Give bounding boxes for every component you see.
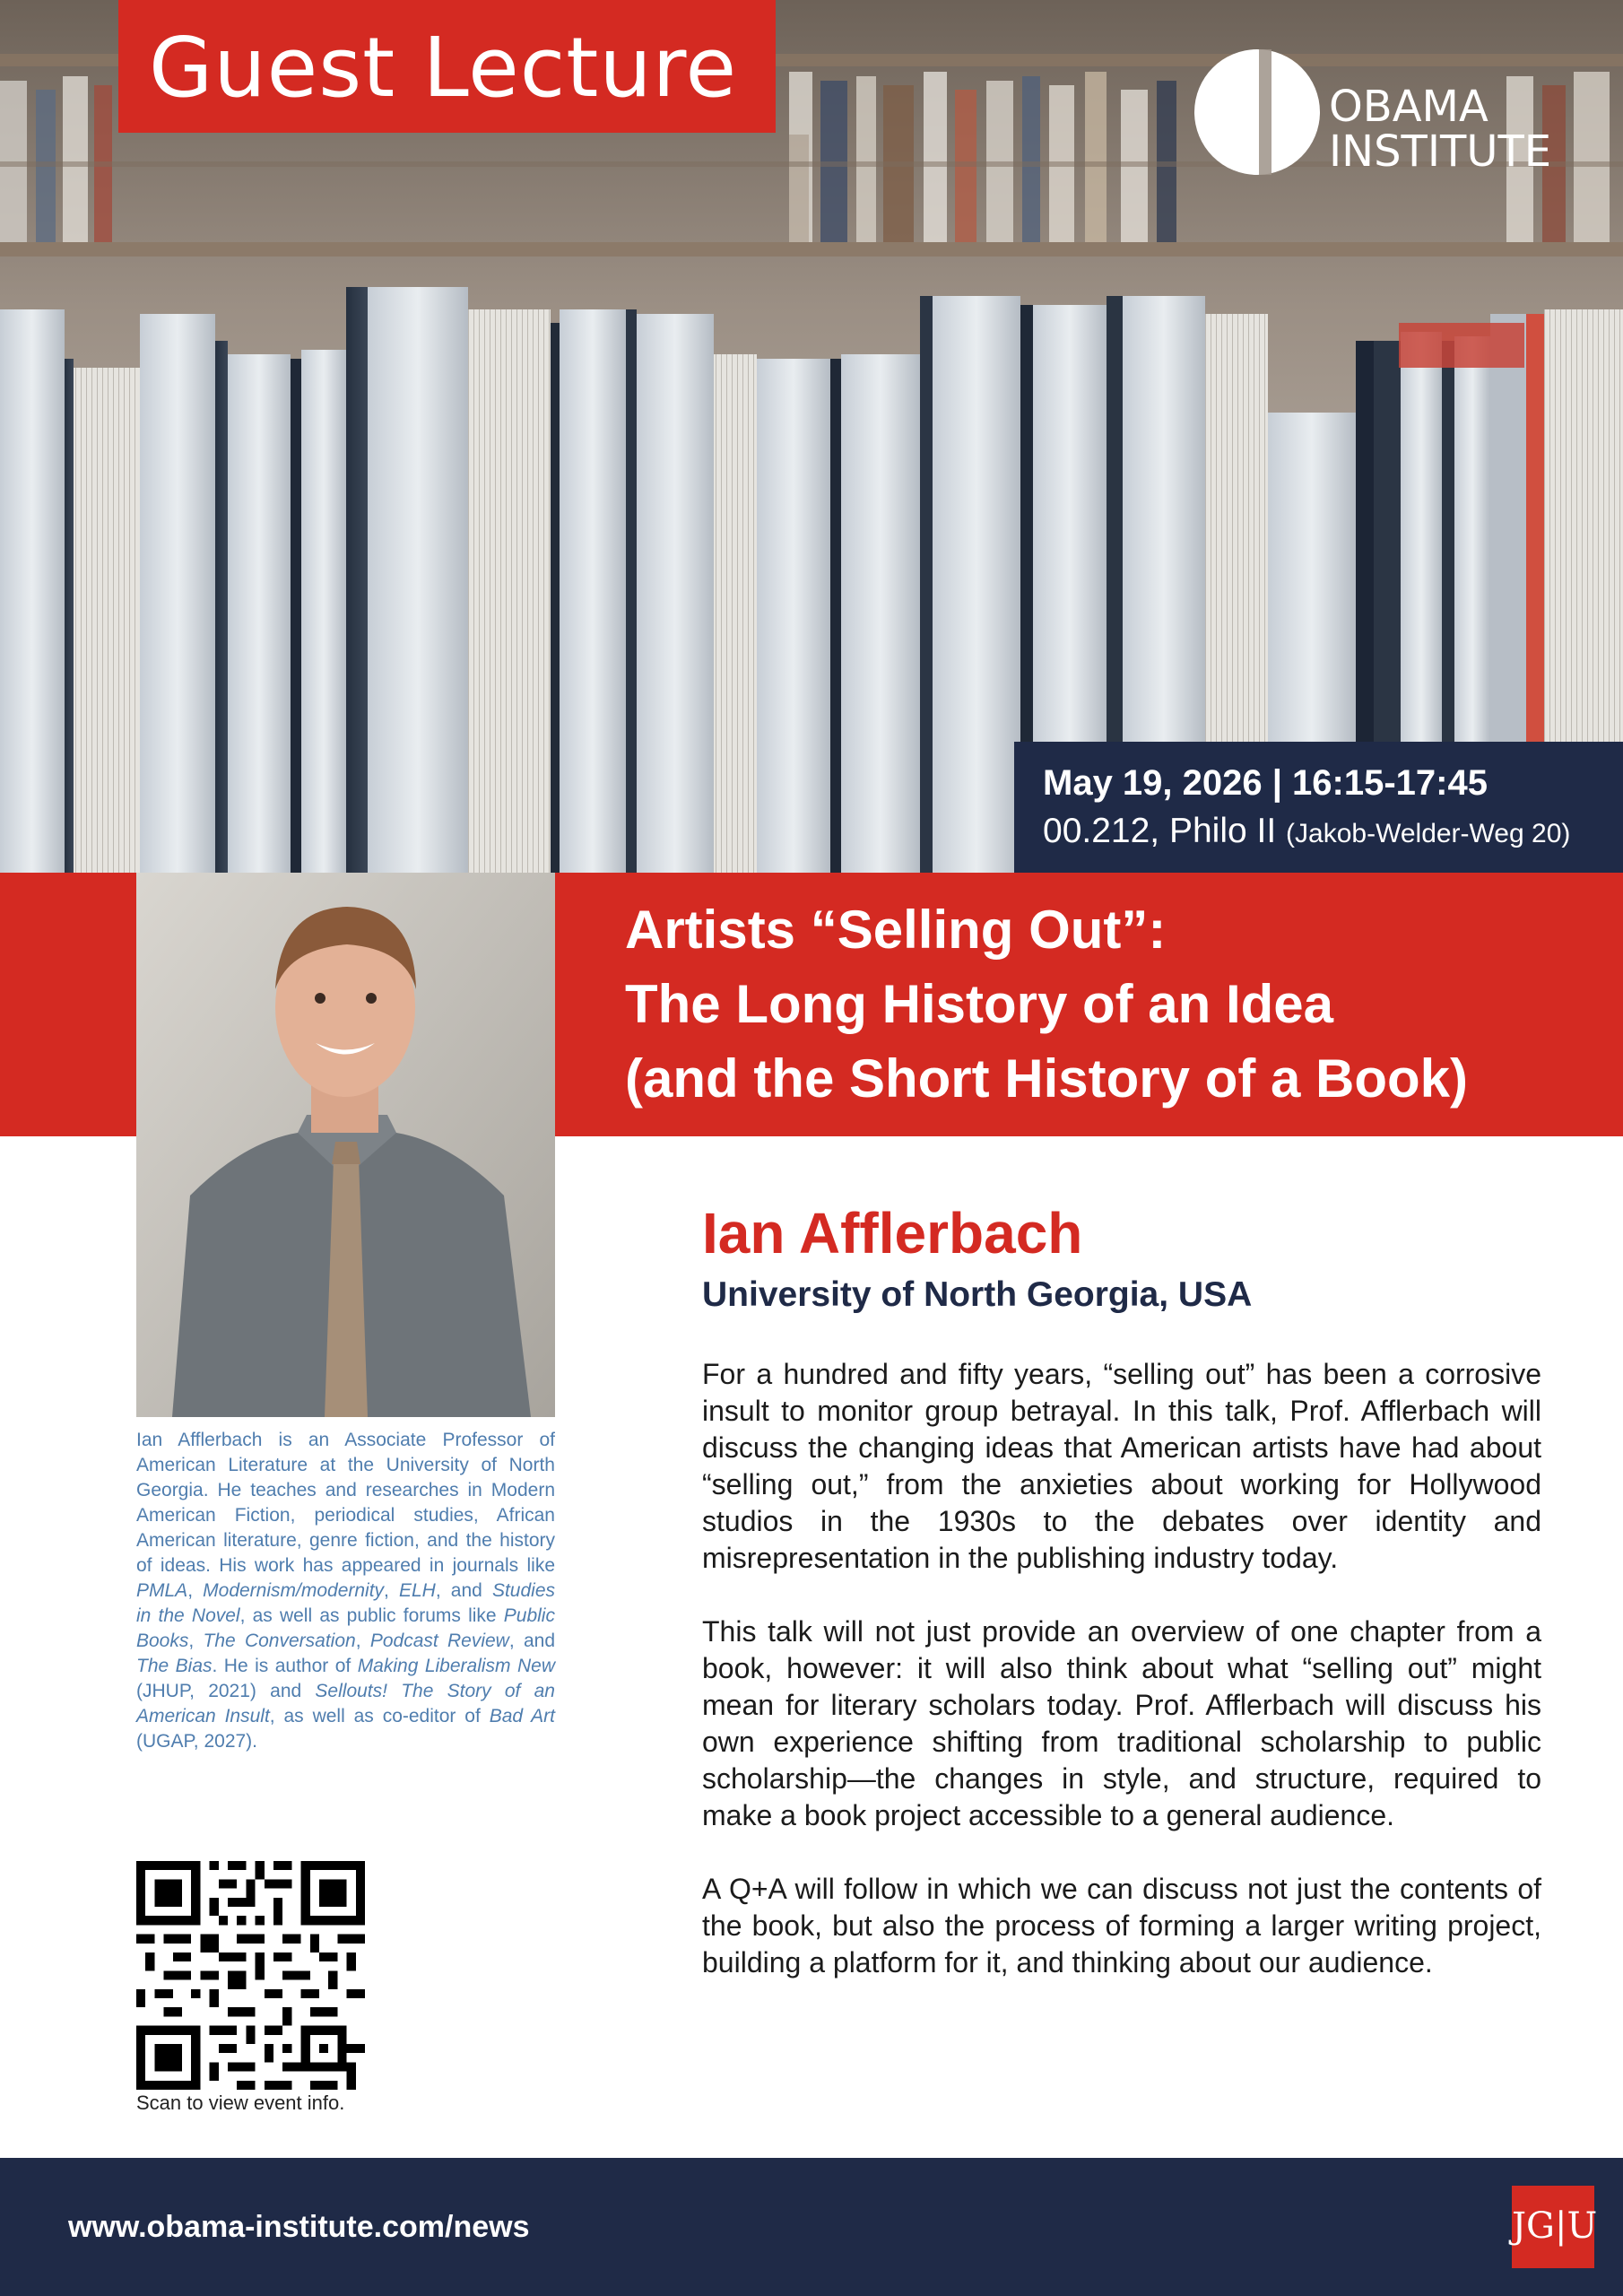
logo-line-1: OBAMA [1329,82,1488,132]
speaker-affiliation: University of North Georgia, USA [702,1275,1253,1314]
lecture-description [702,1356,1541,2018]
guest-lecture-label: Guest Lecture [149,20,738,116]
qr-caption: Scan to view event info. [136,2092,345,2114]
guest-lecture-badge [118,0,776,133]
event-info-box [1014,742,1623,873]
logo-line-2: INSTITUTE [1329,126,1552,177]
lecture-title-line-1: Artists “Selling Out”: [625,900,1167,960]
description-paragraph: For a hundred and fifty years, “selling out” has been a corrosive insult to monitor group betrayal. In this talk, Prof. Afflerbach will discuss the changing ideas that American artists have had about “selling out,” from the anxieties about working for Hollywood studios in the 1930s to the debates over identity and misrepresentation in the publishing industry today. [702,1358,1541,1574]
speaker-name: Ian Afflerbach [702,1201,1083,1265]
speaker-photo [136,873,555,1417]
event-date-time: May 19, 2026 | 16:15-17:45 [1043,763,1488,803]
lecture-title-line-3: (and the Short History of a Book) [625,1048,1469,1109]
event-location [1043,812,1570,851]
footer-url-link[interactable]: www.obama-institute.com/news [68,2210,530,2244]
speaker-bio: Ian Afflerbach is an Associate Professor of American Literature at the University of North Georgia. He teaches and researches in Modern American Fiction, periodical studies, African American literature, genre fiction, and the history of ideas. His work has appeared in journals like PMLA, Modernism/modernity, ELH, and Studies in the Novel, as well as public forums like Public Books, The Conversation, Podcast Review, and The Bias. He is author of Making Liberalism New (JHUP, 2021) and Sellouts! The Story of an American Insult, as well as co-editor of Bad Art (UGAP, 2027). [136,1430,556,1752]
jgu-logo-text: JG|U [1512,2205,1598,2247]
event-qr-code[interactable] [136,1861,365,2090]
event-room: 00.212, Philo II [1043,812,1277,850]
description-paragraph: A Q+A will follow in which we can discuss not just the contents of the book, but also the process of forming a larger writing project, building a platform for it, and thinking about our audience. [702,1873,1541,1979]
lecture-title [625,892,1468,1116]
logo-wordmark [1329,82,1552,177]
footer [0,2158,1623,2296]
logo-circle-icon [1194,49,1320,175]
lecture-title-line-2: The Long History of an Idea [625,974,1334,1034]
description-paragraph: This talk will not just provide an overview of one chapter from a book, however: it will also think about what “selling out” might mean for literary scholars today. Prof. Afflerbach will discuss his own experience shifting from traditional scholarship to public scholarship—the changes in style, and structure, required to make a book project accessible to a general audience. [702,1615,1541,1831]
jgu-logo [1512,2186,1598,2268]
event-address: (Jakob-Welder-Weg 20) [1286,819,1571,848]
speaker-portrait [136,873,555,1417]
